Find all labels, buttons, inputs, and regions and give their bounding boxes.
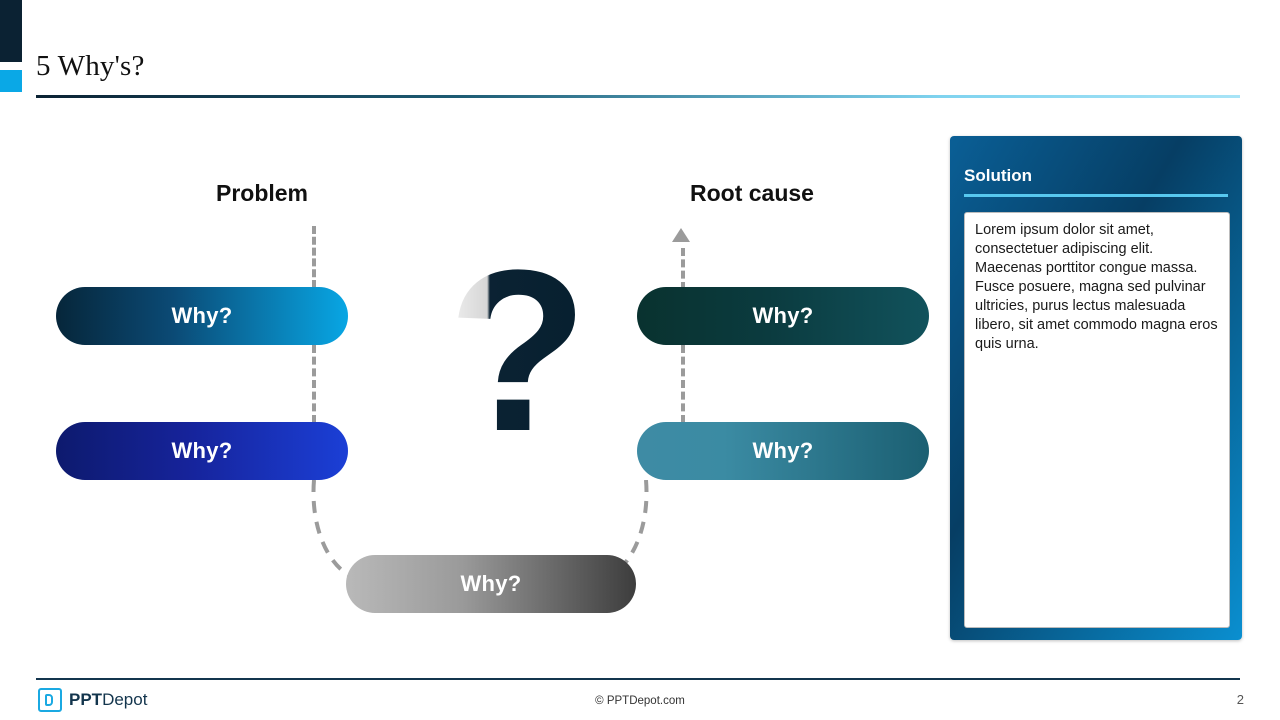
page-number: 2 [1236, 692, 1244, 707]
solution-underline [964, 194, 1228, 197]
arrow-up-icon [672, 228, 690, 242]
solution-panel [950, 136, 1242, 640]
question-mark-icon [448, 240, 588, 490]
connector-right-mid [681, 345, 685, 423]
heading-root-cause: Root cause [690, 180, 814, 206]
svg-text:?: ? [448, 240, 588, 479]
connector-left-top [312, 226, 316, 288]
solution-title: Solution [964, 166, 1032, 185]
solution-body-text: Lorem ipsum dolor sit amet, consectetuer adipiscing elit. Maecenas porttitor congue massa. Fusce posuere, magna sed pulvinar ultricies, purus lectus malesuada libero, sit amet commodo magna eros quis urna. [975, 222, 1218, 352]
footer-divider [36, 678, 1240, 680]
corner-block-cyan [0, 70, 22, 92]
step-pill-why-4[interactable] [637, 422, 929, 480]
brand-prefix: PPT [69, 690, 103, 709]
step-pill-why-3[interactable] [346, 555, 636, 613]
connector-right-top [681, 248, 685, 290]
step-label: Why? [171, 303, 233, 328]
step-label: Why? [171, 438, 233, 463]
connector-left-mid [312, 345, 316, 423]
heading-problem: Problem [215, 180, 309, 206]
brand-suffix: Depot [102, 690, 148, 709]
step-pill-why-5[interactable] [637, 287, 929, 345]
step-label: Why? [752, 438, 814, 463]
step-label: Why? [752, 303, 814, 328]
solution-textbox[interactable] [964, 212, 1230, 628]
step-label: Why? [460, 571, 522, 596]
title-divider [36, 95, 1240, 98]
step-pill-why-1[interactable] [56, 287, 348, 345]
copyright-text: © PPTDepot.com [595, 695, 685, 707]
page-title: 5 Why's? [36, 50, 145, 82]
step-pill-why-2[interactable] [56, 422, 348, 480]
corner-block-dark [0, 0, 22, 62]
